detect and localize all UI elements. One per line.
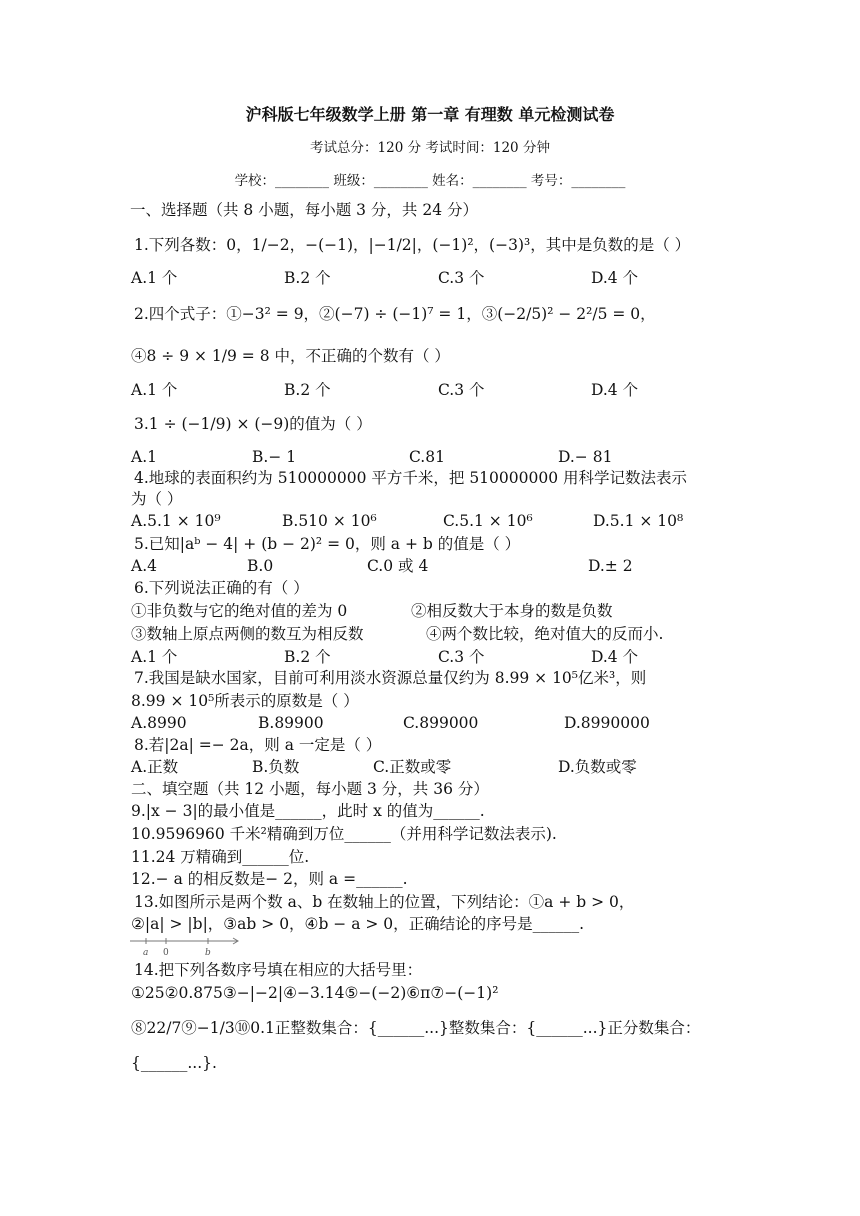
q2-option-c: C.3 个 [438,381,485,399]
q8-option-b: B.负数 [252,758,300,776]
q4-option-b: B.510 × 10⁶ [282,512,377,530]
q1-option-b: B.2 个 [284,269,331,287]
question-13-line-2: ②|a| > |b|，③ab > 0，④b − a > 0，正确结论的序号是______. [131,915,585,933]
q6-statement-3: ③数轴上原点两侧的数互为相反数 [131,625,364,643]
q5-option-a: A.4 [131,557,157,575]
section-1-heading: 一、选择题（共 8 小题，每小题 3 分，共 24 分） [130,201,479,219]
q6-option-c: C.3 个 [438,648,485,666]
question-14-line-3: ⑧22/7⑨−1/3⑩0.1正整数集合：{______...}整数集合：{______...}正分数集合： [131,1019,701,1037]
question-6: 6.下列说法正确的有（ ） [134,579,309,597]
q6-option-a: A.1 个 [131,648,178,666]
q4-option-d: D.5.1 × 10⁸ [593,512,684,530]
question-4-line-2: 为（ ） [131,490,183,508]
q1-option-a: A.1 个 [131,269,178,287]
q5-option-c: C.0 或 4 [367,557,429,575]
question-2-line-2: ④8 ÷ 9 × 1/9 = 8 中，不正确的个数有（ ） [131,347,450,365]
q3-option-c: C.81 [409,448,445,466]
exam-meta: 考试总分：120 分 考试时间：120 分钟 [310,140,550,156]
question-14-line-2: ①25②0.875③−|−2|④−3.14⑤−(−2)⑥π⑦−(−1)² [131,984,499,1002]
question-1: 1.下列各数：0，1/−2，−(−1)，|−1/2|，(−1)²，(−3)³，其中是负数的是（ ） [134,236,691,254]
q6-option-b: B.2 个 [284,648,331,666]
q6-statement-2: ②相反数大于本身的数是负数 [411,602,613,620]
q1-option-d: D.4 个 [591,269,639,287]
q2-option-d: D.4 个 [591,381,639,399]
q6-statement-1: ①非负数与它的绝对值的差为 0 [131,602,348,620]
q7-option-b: B.89900 [258,714,324,732]
question-2-line-1: 2.四个式子：①−3² = 9，②(−7) ÷ (−1)⁷ = 1，③(−2/5)² − 2²/5 = 0， [134,305,656,323]
q6-option-d: D.4 个 [591,648,639,666]
question-10: 10.9596960 千米²精确到万位______（并用科学记数法表示). [131,825,557,843]
q8-option-c: C.正数或零 [373,758,452,776]
question-8: 8.若|2a| =− 2a，则 a 一定是（ ） [134,736,382,754]
question-14-line-4: {______...}. [131,1054,217,1072]
q3-option-b: B.− 1 [252,448,297,466]
question-7-line-2: 8.99 × 10⁵所表示的原数是（ ） [131,692,359,710]
student-info-line: 学校：________ 班级：________ 姓名：________ 考号：________ [234,173,626,189]
q3-option-a: A.1 [131,448,157,466]
q8-option-a: A.正数 [131,758,179,776]
axis-label-a: a [143,948,149,958]
axis-label-b: b [205,948,211,958]
q3-option-d: D.− 81 [558,448,613,466]
q4-option-c: C.5.1 × 10⁶ [443,512,533,530]
q7-option-d: D.8990000 [564,714,650,732]
question-9: 9.|x − 3|的最小值是______，此时 x 的值为______. [131,802,485,820]
q8-option-d: D.负数或零 [558,758,637,776]
axis-label-0: 0 [163,948,169,958]
question-5: 5.已知|aᵇ − 4| + (b − 2)² = 0，则 a + b 的值是（ ） [134,535,521,553]
question-14-line-1: 14.把下列各数序号填在相应的大括号里： [134,961,423,979]
question-7-line-1: 7.我国是缺水国家，目前可利用淡水资源总量仅约为 8.99 × 10⁵亿米³，则 [134,669,647,687]
q5-option-d: D.± 2 [588,557,633,575]
q5-option-b: B.0 [247,557,274,575]
question-13-line-1: 13.如图所示是两个数 a、b 在数轴上的位置，下列结论：①a + b > 0， [134,893,635,911]
number-line-figure [128,934,244,958]
q4-option-a: A.5.1 × 10⁹ [131,512,221,530]
q2-option-b: B.2 个 [284,381,331,399]
exam-title: 沪科版七年级数学上册 第一章 有理数 单元检测试卷 [245,105,615,124]
q7-option-a: A.8990 [131,714,187,732]
section-2-heading: 二、填空题（共 12 小题，每小题 3 分，共 36 分） [131,780,489,798]
question-3: 3.1 ÷ (−1/9) × (−9)的值为（ ） [134,415,372,433]
q7-option-c: C.899000 [403,714,479,732]
question-11: 11.24 万精确到______位. [131,848,310,866]
q6-statement-4: ④两个数比较，绝对值大的反而小. [426,625,664,643]
q2-option-a: A.1 个 [131,381,178,399]
q1-option-c: C.3 个 [438,269,485,287]
question-4-line-1: 4.地球的表面积约为 510000000 平方千米，把 510000000 用科学记数法表示 [134,469,688,487]
question-12: 12.− a 的相反数是− 2，则 a =______. [131,870,408,888]
